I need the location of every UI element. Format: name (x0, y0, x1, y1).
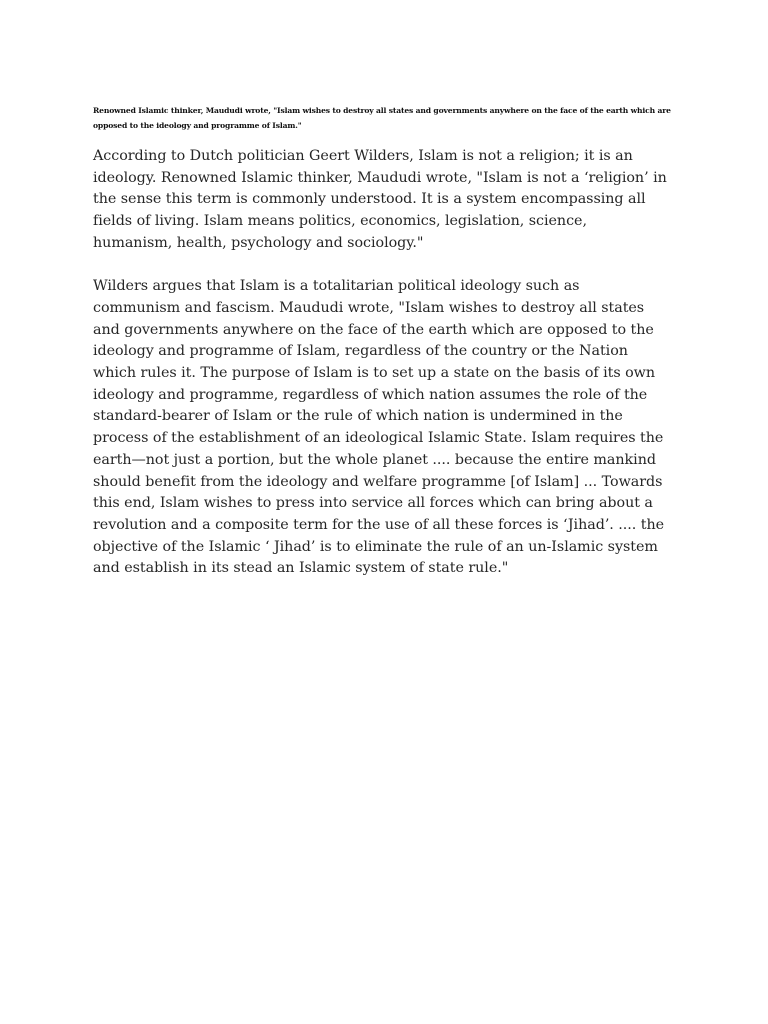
document-body (93, 146, 668, 580)
paragraph-maududi-quote: Wilders argues that Islam is a totalitarian political ideology such as communism and fascism. Maududi wrote, "Islam wishes to destroy all states and governments anywhere on the face of the earth which are opposed to the ideology and programme of Islam, regardless of the country or the Nation which rules it. The purpose of Islam is to set up a state on the basis of its own ideology and programme, regardless of which nation assumes the role of the standard-bearer of Islam or the rule of which nation is undermined in the process of the establishment of an ideological Islamic State. Islam requires the earth—not just a portion, but the whole planet .... because the entire mankind should benefit from the ideology and welfare programme [of Islam] ... Towards this end, Islam wishes to press into service all forces which can bring about a revolution and a composite term for the use of all these forces is ‘Jihad’. .... the objective of the Islamic ‘ Jihad’ is to eliminate the rule of an un-Islamic system and establish in its stead an Islamic system of state rule." (93, 278, 665, 577)
heading-note: Renowned Islamic thinker, Maududi wrote, "Islam wishes to destroy all states and governments anywhere on the face of the earth which are opposed to the ideology and programme of Islam." (93, 106, 671, 130)
paragraph-wilders-ideology: According to Dutch politician Geert Wilders, Islam is not a religion; it is an ideology. Renowned Islamic thinker, Maududi wrote, "Islam is not a ‘religion’ in the sense this term is commonly understood. It is a system encompassing all fields of living. Islam means politics, economics, legislation, science, humanism, health, psychology and sociology." (93, 148, 667, 251)
